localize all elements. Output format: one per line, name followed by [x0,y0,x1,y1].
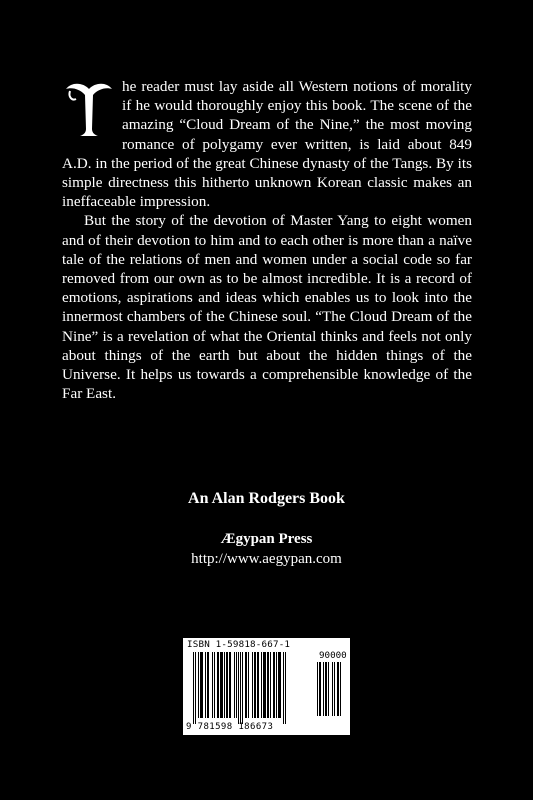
barcode-bar [319,662,321,716]
barcode-bar [278,652,281,718]
barcode-bar [214,652,215,718]
barcode-bar [224,652,225,718]
barcode-bar [252,652,253,718]
barcode-bar [276,652,277,718]
barcode-bar [217,652,219,718]
blurb-paragraph-2: But the story of the devotion of Master Yang to eight women and of their devotion to him and to each other is more than a naïve tale of the relations of men and women under a social code so far removed from our own as to be almost incredible. It is a record of emotions, aspirations and ideas which enables us to look into the innermost chambers of the Chinese soul. “The Cloud Dream of the Nine” is a revelation of what the Oriental thinks and feels not only about things of the earth but about the hidden things of the Universe. It helps us towards a comprehensible knowledge of the Far East. [62,212,472,403]
barcode-bar [226,652,228,718]
barcode-bar [236,652,237,718]
barcode-bar [205,652,206,718]
barcode-bar [200,652,203,718]
barcode-bar [212,652,213,718]
barcode-bar [248,652,249,718]
barcode-bar [328,662,329,716]
barcode-bar [323,662,324,716]
blurb-paragraph-1-text: he reader must lay aside all Western notions of morality if he would thoroughly enjoy this book. The scene of the amazing “Cloud Dream of the Nine,” the most moving romance of polygamy ever written, is laid about 849 A.D. in the period of the great Chinese dynasty of the Tangs. By its simple directness this hitherto unknown Korean classic makes an ineffaceable impression. [62,78,472,211]
barcode-bar [340,662,341,716]
ean-digits: 9 781598 186673 [186,722,274,732]
barcode-bar [238,652,239,724]
barcode-bar [220,652,223,718]
isbn-barcode [183,638,350,735]
blurb-paragraph-1 [62,77,472,211]
barcode-bar [234,652,235,718]
barcode-bar [270,652,271,718]
barcode-bar [317,662,318,716]
barcode-bar [245,652,247,718]
barcode-bar [207,652,209,718]
barcode-bar [285,652,286,724]
barcode-bar [198,652,199,718]
book-credit-line: An Alan Rodgers Book [188,490,345,507]
barcode-bar [334,662,335,716]
barcode-bar [242,652,243,724]
barcode-bar [257,652,259,718]
ean-barcode-bars [193,652,315,724]
barcode-bar [193,652,194,724]
barcode-bar [254,652,256,718]
dropcap-t-glyph [62,79,116,137]
barcode-bar [263,652,266,718]
blurb-text [62,77,472,403]
barcode-bar [261,652,262,718]
barcode-bar [267,652,269,718]
barcode-bar [195,652,196,724]
dropcap-letter [62,79,116,137]
publisher-url: http://www.aegypan.com [191,551,342,567]
barcode-bar [240,652,241,724]
addon-barcode-bars [317,662,347,722]
barcode-bar [325,662,327,716]
publisher-name: Ægypan Press [220,531,313,547]
price-code: 90000 [319,650,347,661]
barcode-bar [229,652,231,718]
isbn-label: ISBN 1-59818-667-1 [187,639,291,650]
barcode-bar [273,652,275,718]
barcode-bar [337,662,339,716]
barcode-bar [332,662,333,716]
barcode-bar [283,652,284,724]
